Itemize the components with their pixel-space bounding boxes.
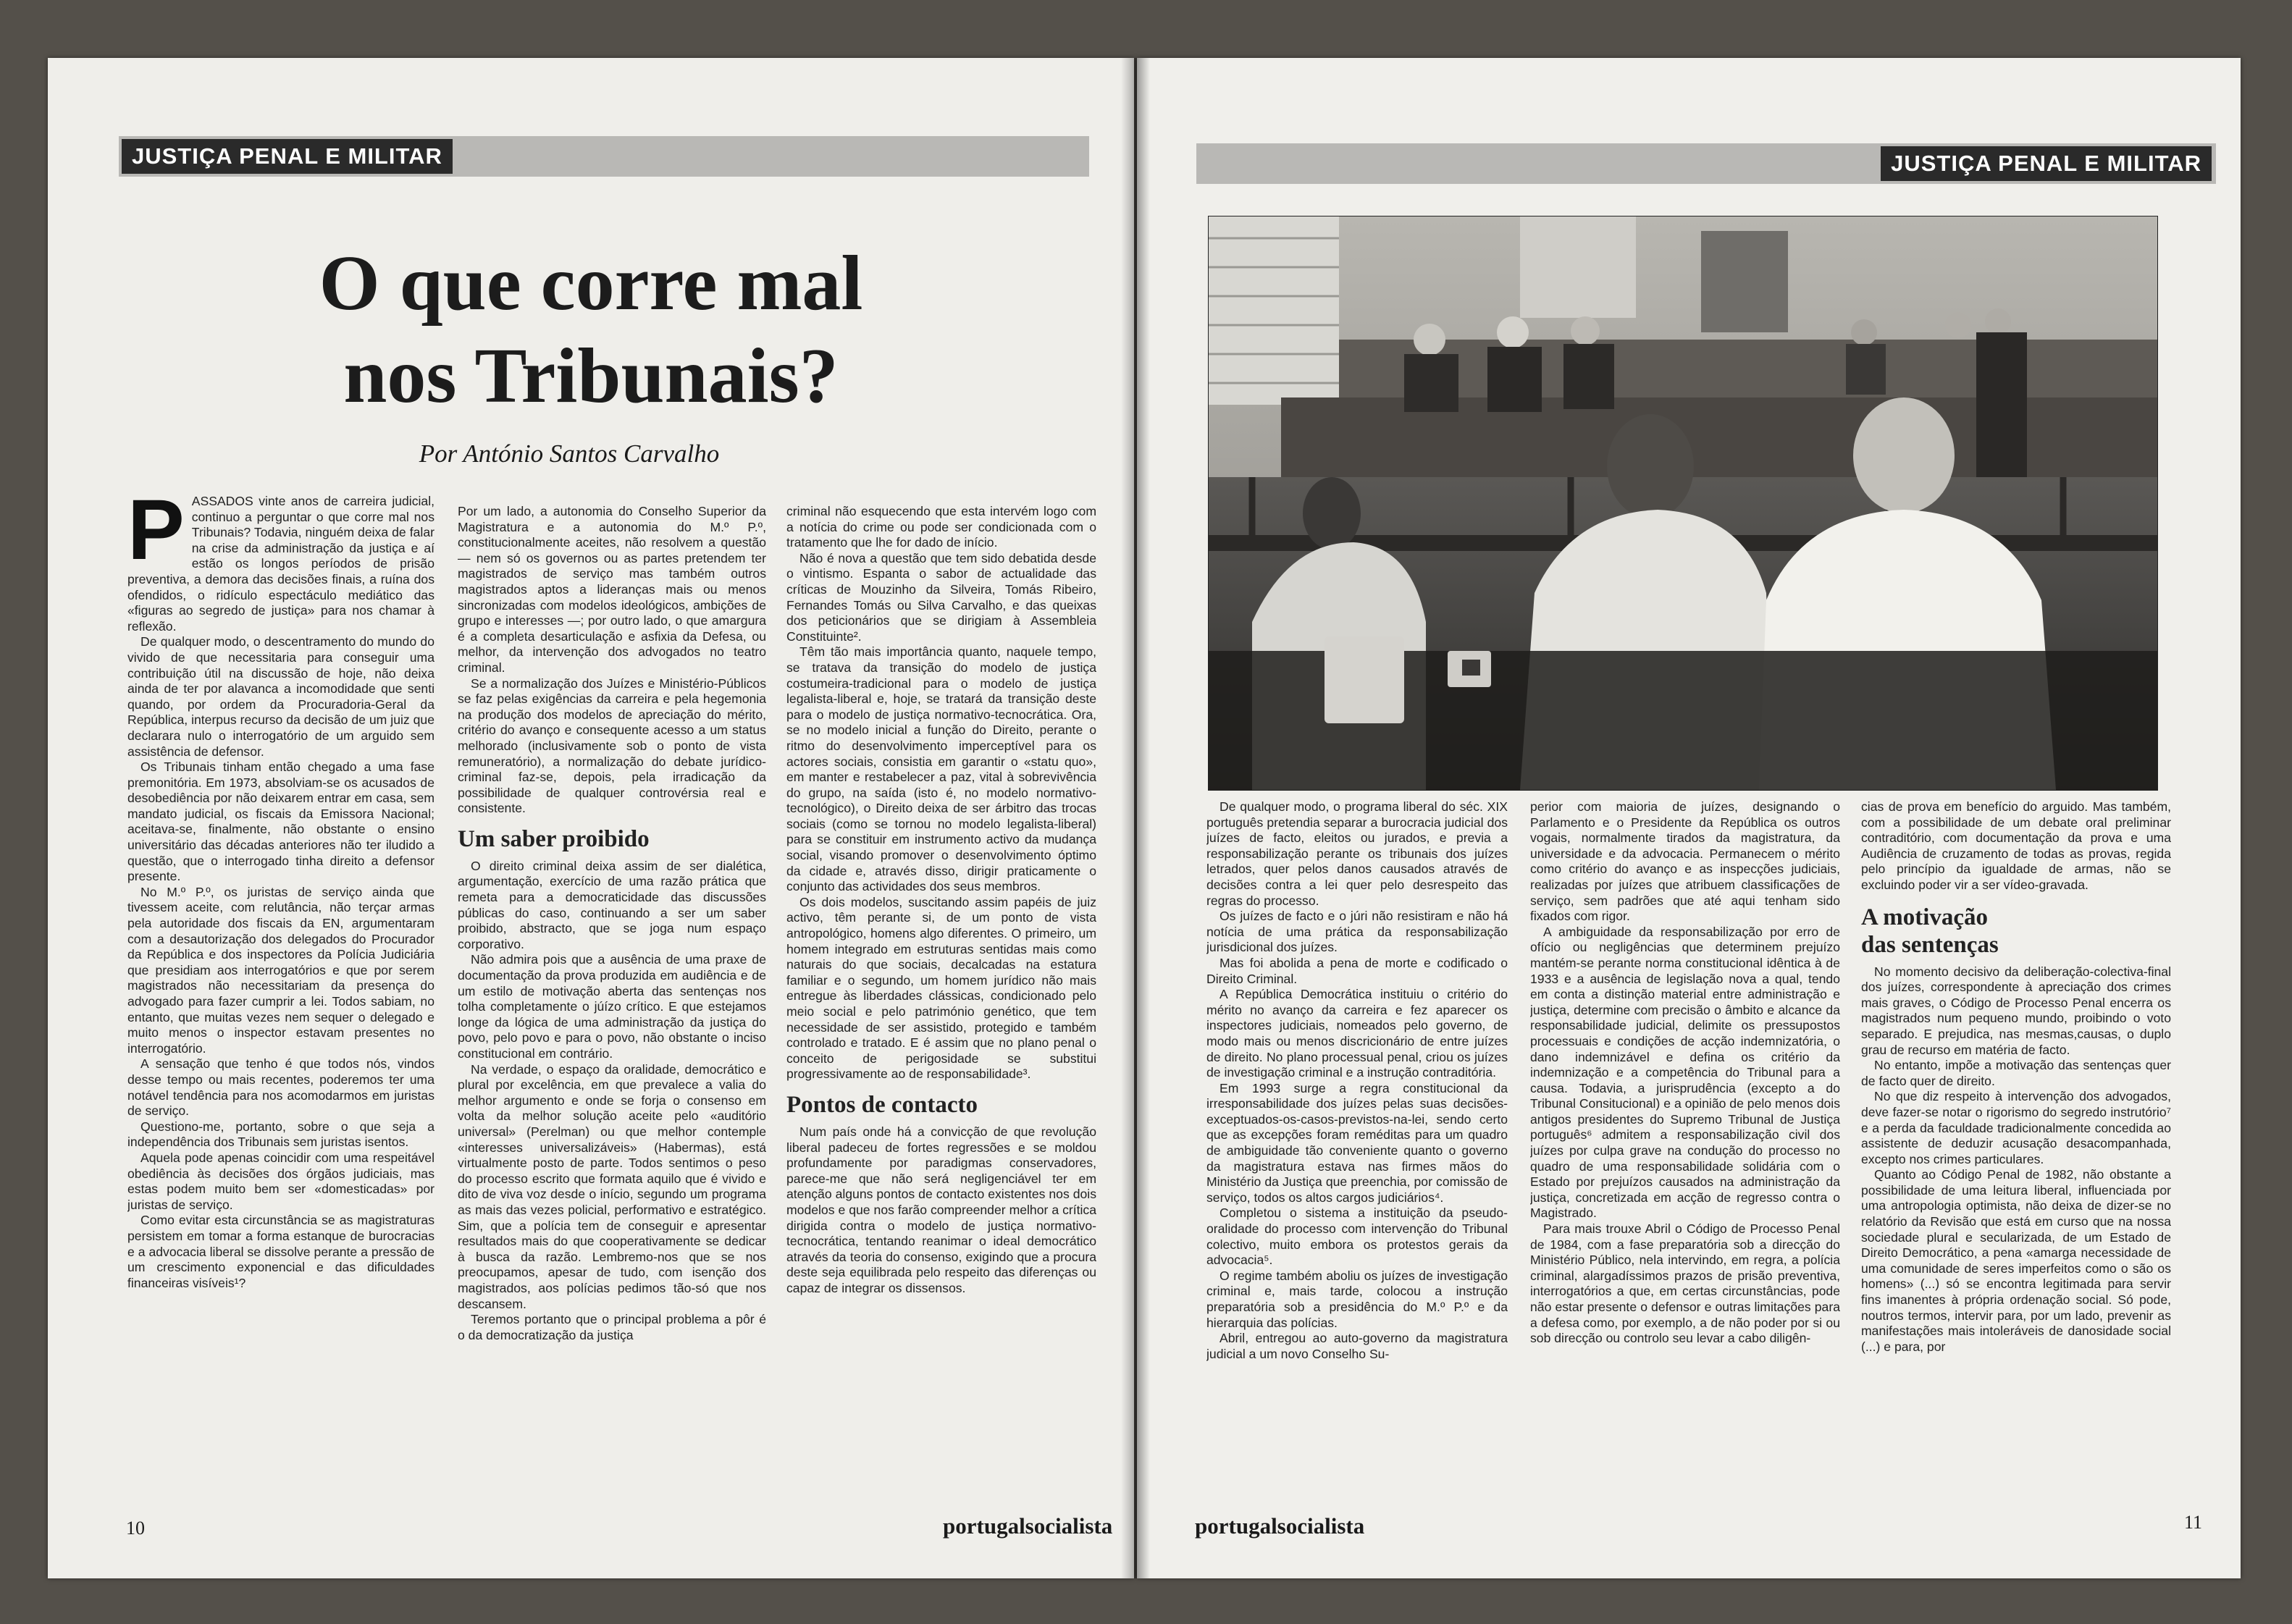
subheading: Um saber proibido [458,825,650,852]
drop-cap: P [127,494,185,578]
article-column-3 [786,504,1096,1518]
courtroom-photo [1208,216,2158,791]
subheading [1861,904,2171,959]
paragraph: Quanto ao Código Penal de 1982, não obstante a possibilidade de uma leitura liberal, influenciada por uma antropologia optimista, não deixa de dizer-se no relatório da Revisão que está em curso que na nossa sociedade plural e secularizada, de um Estado de Direito Democrático, a pena «amarga necessidade de uma comunidade de seres imperfeitos como o são os homens» (...) só se encontra legitimada para servir fins imanentes à própria ordenação social. Só pode, noutros termos, intervir para, por um lado, prevenir as manifestações mais intoleráveis de danosidade social (...) e para, por [1861,1167,2171,1354]
binding-gutter [1121,58,1150,1578]
paragraph: PASSADOS vinte anos de carreira judicial, continuo a perguntar o que corre mal nos Tribunais? Todavia, ninguém deixa de falar na crise da administração da justiça e aí estão os longos períodos de prisão preventiva, a demora das decisões finais, a ruína dos ofendidos, o ridículo espectáculo mediático das «figuras ao segredo de justiça» para nos chamar à reflexão. [127,494,435,634]
article-column-1 [127,494,435,1507]
paragraph: Por um lado, a autonomia do Conselho Superior da Magistratura e a autonomia do M.º P.º, constitucionalmente aceites, não resolvem a questão — nem só os governos ou as partes pretendem ter magistrados de serviço mas também outros magistrados aptos a lideranças mais ou menos sincronizadas com modelos ideológicos, ambições de grupo e interesses —; por outro lado, o que amargura é a completa desarticulação e asfixia da Defesa, ou melhor, da intervenção dos advogados no teatro criminal. [458,504,766,675]
headline-line1: O que corre mal [319,240,863,327]
paragraph: A sensação que tenho é que todos nós, vindos desse tempo ou mais recentes, poderemos ter uma notável tendência para nos acomodarmos em juristas de serviço. [127,1056,435,1119]
paragraph: Os dois modelos, suscitando assim papéis de juiz activo, têm perante si, de um ponto de vista antropológico, homens algo diferentes. O primeiro, um homem integrado em estruturas sentidas mais como naturais do que sociais, decalcadas na estatura familiar e o segundo, um homem jurídico não mais entregue às liberdades clássicas, condicionado pelo meio social e pelo património genético, que tem necessidade de ser assistido, protegido e também controlado e tratado. E é assim que no plano penal o conceito de perigosidade se substitui progressivamente ao de responsabilidade³. [786,894,1096,1082]
section-band [119,136,1089,177]
paragraph: Como evitar esta circunstância se as magistraturas persistem em tomar a forma estanque de burocracias e a advocacia liberal se dissolve perante a pressão de um crescimento exponencial e das dificuldades financeiras visíveis¹? [127,1213,435,1290]
paragraph: A República Democrática instituiu o critério do mérito no avanço da carreira e fez aparecer os inspectores judiciais, nomeados pelo governo, de modo mais ou menos discricionário de entre juízes de direito. No plano processual penal, criou os juízes de investigação criminal e a instrução contraditória. [1206,987,1508,1080]
subheading-line2: das sentenças [1861,931,1999,958]
paragraph: Em 1993 surge a regra constitucional da irresponsabilidade dos juízes pelas suas decisões-exceptuados-os-casos-previstos-na-lei, sendo certo que as excepções foram reméditas para um quadro de ambiguidade tão conveniente quanto o governo da magistratura estava nas firmes mãos do Ministério da Justiça que preenchia, por comissão de serviço, todos os altos cargos judiciários⁴. [1206,1080,1508,1205]
masthead: portugalsocialista [943,1513,1113,1539]
paragraph: No momento decisivo da deliberação-colectiva-final dos juízes, correspondente à apreciação dos crimes mais graves, o Código de Processo Penal encerra os magistrados num pequeno mundo, proibindo o voto separado. E prejudica, nas mesmas,causas, o duplo grau de recurso em matéria de facto. [1861,964,2171,1057]
paragraph: Completou o sistema a instituição da pseudo-oralidade do processo com intervenção do Tribunal colectivo, muito embora os protestos gerais da advocacia⁵. [1206,1206,1508,1268]
masthead: portugalsocialista [1195,1513,1365,1539]
paragraph: criminal não esquecendo que esta intervém logo com a notícia do crime ou pode ser condicionada com o tratamento que lhe for dado de início. [786,504,1096,550]
paragraph: cias de prova em benefício do arguido. Mas também, com a possibilidade de um debate oral preliminar contraditório, com documentação da prova e uma Audiência de cruzamento de todas as provas, regida pelo princípio da igualdade de armas, não se excluindo poder vir a ser vídeo-gravada. [1861,799,2171,892]
paragraph: No entanto, impõe a motivação das sentenças quer de facto quer de direito. [1861,1058,2171,1088]
paragraph: Teremos portanto que o principal problema a pôr é o da democratização da justiça [458,1312,766,1342]
left-page [48,58,1134,1578]
section-tag: JUSTIÇA PENAL E MILITAR [1881,146,2212,181]
subheading-line1: A motivação [1861,904,1989,930]
subheading: Pontos de contacto [786,1091,978,1118]
paragraph: No que diz respeito à intervenção dos advogados, deve fazer-se notar o rigorismo do segredo instrutório⁷ e a perda da faculdade tradicionalmente concedida ao assistente de deduzir acusação desacompanhada, excepto nos crimes particulares. [1861,1089,2171,1166]
paragraph: Questiono-me, portanto, sobre o que seja a independência dos Tribunais sem juristas isentos. [127,1119,435,1150]
paragraph: Se a normalização dos Juízes e Ministério-Públicos se faz pelas exigências da carreira e pela hegemonia na produção dos modelos de apreciação do mérito, critério do avanço e consequente acesso a um status melhorado (inclusivamente sob o ponto de vista remuneratório), a normalização do debate jurídico-criminal faz-se, depois, pela irradicação da possibilidade de qualquer controvérsia real e consistente. [458,676,766,816]
section-band [1196,143,2216,184]
paragraph: Aquela pode apenas coincidir com uma respeitável obediência às decisões dos órgãos judiciais, mas estas podem muito bem ser «domesticadas» por juristas de serviço. [127,1150,435,1212]
paragraph: Abril, entregou ao auto-governo da magistratura judicial a um novo Conselho Su- [1206,1331,1508,1361]
article-column-1 [1206,799,1508,1523]
paragraph: perior com maioria de juízes, designando o Parlamento e o Presidente da República os outros vogais, normalmente tirados da magistratura, da universidade e da advocacia. Permanecem o mérito como critério do avanço e as inspecções judiciais, realizadas por juízes que atribuem classificações de serviço, sem padrões que até aqui tenham sido fixados com rigor. [1530,799,1840,924]
headline-line2: nos Tribunais? [343,333,839,419]
paragraph: Não é nova a questão que tem sido debatida desde o vintismo. Espanta o sabor de actualidade das críticas de Mouzinho da Silveira, Tomás Ribeiro, Fernandes Tomás ou Silva Carvalho, e das queixas dos peticionários que se dirigiam à Assembleia Constituinte². [786,550,1096,644]
paragraph: Os Tribunais tinham então chegado a uma fase premonitória. Em 1973, absolviam-se os acusados de desobediência por não deixarem entrar em casa, sem mandato judicial, os fiscais da Emissora Nacional; aceitava-se, finalmente, não obstante o ensino universitário das décadas anteriores não ter iludido a questão, que o interrogado tinha direito a defensor presente. [127,760,435,884]
paragraph: A ambiguidade da responsabilização por erro de ofício ou negligências que determinem prejuízo mantém-se perante norma constitucional idêntica à de 1933 e a ausência de legislação nova a qual, tendo em conta a distinção material entre administração e justiça, determine com precisão o âmbito e alcance da responsabilidade judicial, delimite os pressupostos processuais e condições de acção indemnizatória, o dano indemnizável e defina os critério da indemnização e a competência do Tribunal para a causa. Todavia, a jurisprudência (excepto a do Tribunal Consitucional) e a opinião de pelo menos dois antigos presidentes do Supremo Tribunal de Justiça português⁶ admitem a responsabilização civil dos juízes por culpa grave na condução do processo no quadro de uma responsabilidade solidária com o Estado por prejuízos causados na administração da justiça, concretizada em acção de regresso contra o Magistrado. [1530,924,1840,1221]
right-page [1137,58,2241,1578]
page-number: 10 [126,1518,145,1539]
article-column-3 [1861,799,2171,1523]
page-number: 11 [2184,1512,2203,1533]
paragraph: Mas foi abolida a pena de morte e codificado o Direito Criminal. [1206,955,1508,986]
paragraph: Não admira pois que a ausência de uma praxe de documentação da prova produzida em audiência e de um estilo de motivação aberta das sentenças nos tolha completamente o júízo crítico. E que estejamos longe da lógica de uma administração da justiça do povo, pelo povo e para o povo, não obstante o inciso constitucional em contrário. [458,952,766,1061]
byline: Por António Santos Carvalho [419,439,720,468]
article-column-2 [1530,799,1840,1523]
paragraph: Num país onde há a convicção de que revolução liberal padeceu de fortes regressões e se moldou profundamente por paradigmas conservadores, parece-me que não será negligenciável ter em atenção alguns pontos de contacto existentes nos dois modelos e que nos farão compreender melhor a crítica dirigida contra o modelo de justiça normativo-tecnocrática, tentando reanimar o ideal democrático através da teoria do consenso, exigindo que a procura deste seja equilibrada pelo respeito das diferenças ou capaz de integrar os dissensos. [786,1124,1096,1295]
article-column-2 [458,504,766,1518]
paragraph: Na verdade, o espaço da oralidade, democrático e plural por excelência, em que prevalece a valia do melhor argumento e onde se forja o consenso em volta da melhor solução aceite pelo «auditório universal» (Perelman) ou que melhor contemple «interesses universalizáveis» (Habermas), está virtualmente posto de parte. Todos sentimos o peso do processo escrito que formata aquilo que é vivido e dito de viva voz desde o início, segundo um programa as mais das vezes policial, performativo e estratégico. Sim, que a polícia tem de conseguir e apresentar resultados mais do que cooperativamente se dedicar à busca da razão. Lembremo-nos que se nos preocupamos, apesar de tudo, com isenção dos magistrados, aos polícias pedimos tão-só que nos descansem. [458,1061,766,1311]
paragraph: De qualquer modo, o descentramento do mundo do vivido de que necessitaria para conseguir uma contribuição útil na discussão de hoje, não deixa ainda de ter por alavanca a incomodidade que senti quando, por ordem da Procuradoria-Geral da República, interpus recurso da decisão de um juiz que declarara nulo o interrogatório de um arguido sem assistência de defensor. [127,634,435,759]
paragraph: O direito criminal deixa assim de ser dialética, argumentação, exercício de uma razão prática que remeta para a democraticidade das discussões públicas do caso, continuando a ser um saber proibido, abstracto, que se joga num espaço corporativo. [458,858,766,951]
section-tag: JUSTIÇA PENAL E MILITAR [122,139,453,174]
paragraph: Para mais trouxe Abril o Código de Processo Penal de 1984, com a fase preparatória sob a direcção do Ministério Público, nela intervindo, em regra, a polícia criminal, alargadíssimos prazos de prisão preventiva, interrogatórios a que, em certas circunstâncias, pode não estar presente o defensor e outras limitações para a defesa como, por exemplo, a de não poder por si ou sob direcção ou controlo seu levar a cabo diligên- [1530,1221,1840,1346]
paragraph: No M.º P.º, os juristas de serviço ainda que tivessem aceite, com relutância, não terçar armas pela autoridade dos fiscais da EN, argumentaram com a desautorização dos delegados do Procurador da República e dos inspectores da Polícia Judiciária que presidiam aos interrogatórios e que por serem magistrados não necessitariam da presença do advogado para fazer cumprir a lei. Todos sabiam, no entanto, que muitas vezes nem sequer o delegado e muito menos o inspector estavam presentes no interrogatório. [127,884,435,1056]
paragraph: De qualquer modo, o programa liberal do séc. XIX português pretendia separar a burocracia judicial dos juízes de facto, eleitos ou jurados, e previa a responsabilização perante os tribunais dos juízes letrados, quer pelos danos causados através de decisões contra a lei quer pelo desrespeito das regras do processo. [1206,799,1508,908]
paragraph: Os juízes de facto e o júri não resistiram e não há notícia de uma prática da responsabilização jurisdicional dos juízes. [1206,909,1508,955]
paragraph: Têm tão mais importância quanto, naquele tempo, se tratava da transição do modelo de justiça costumeira-tradicional para o modelo de justiça legalista-liberal e, hoje, se tratará da transição deste para o modelo de justiça normativo-tecnocrática. Ora, se no modelo inicial a função do Direito, perante o ritmo do desenvolvimento imperceptível para os actores sociais, consistia em garantir o «statu quo», em manter e restabelecer a paz, vital à sobrevivência do grupo, na saída (isto é, no modelo normativo-tecnológico), o Direito deixa de ser árbitro das trocas sociais (como se tornou no modelo legalista-liberal) para se constituir em instrumento activo da mudança social, visando promover o desenvolvimento óptimo da cidade e, através disso, dirigir praticamente o conjunto das actividades dos seus membros. [786,644,1096,894]
paragraph: O regime também aboliu os juízes de investigação criminal e, mais tarde, colocou a instrução preparatória sob a presidência do M.º P.º e da hierarquia das polícias. [1206,1268,1508,1330]
